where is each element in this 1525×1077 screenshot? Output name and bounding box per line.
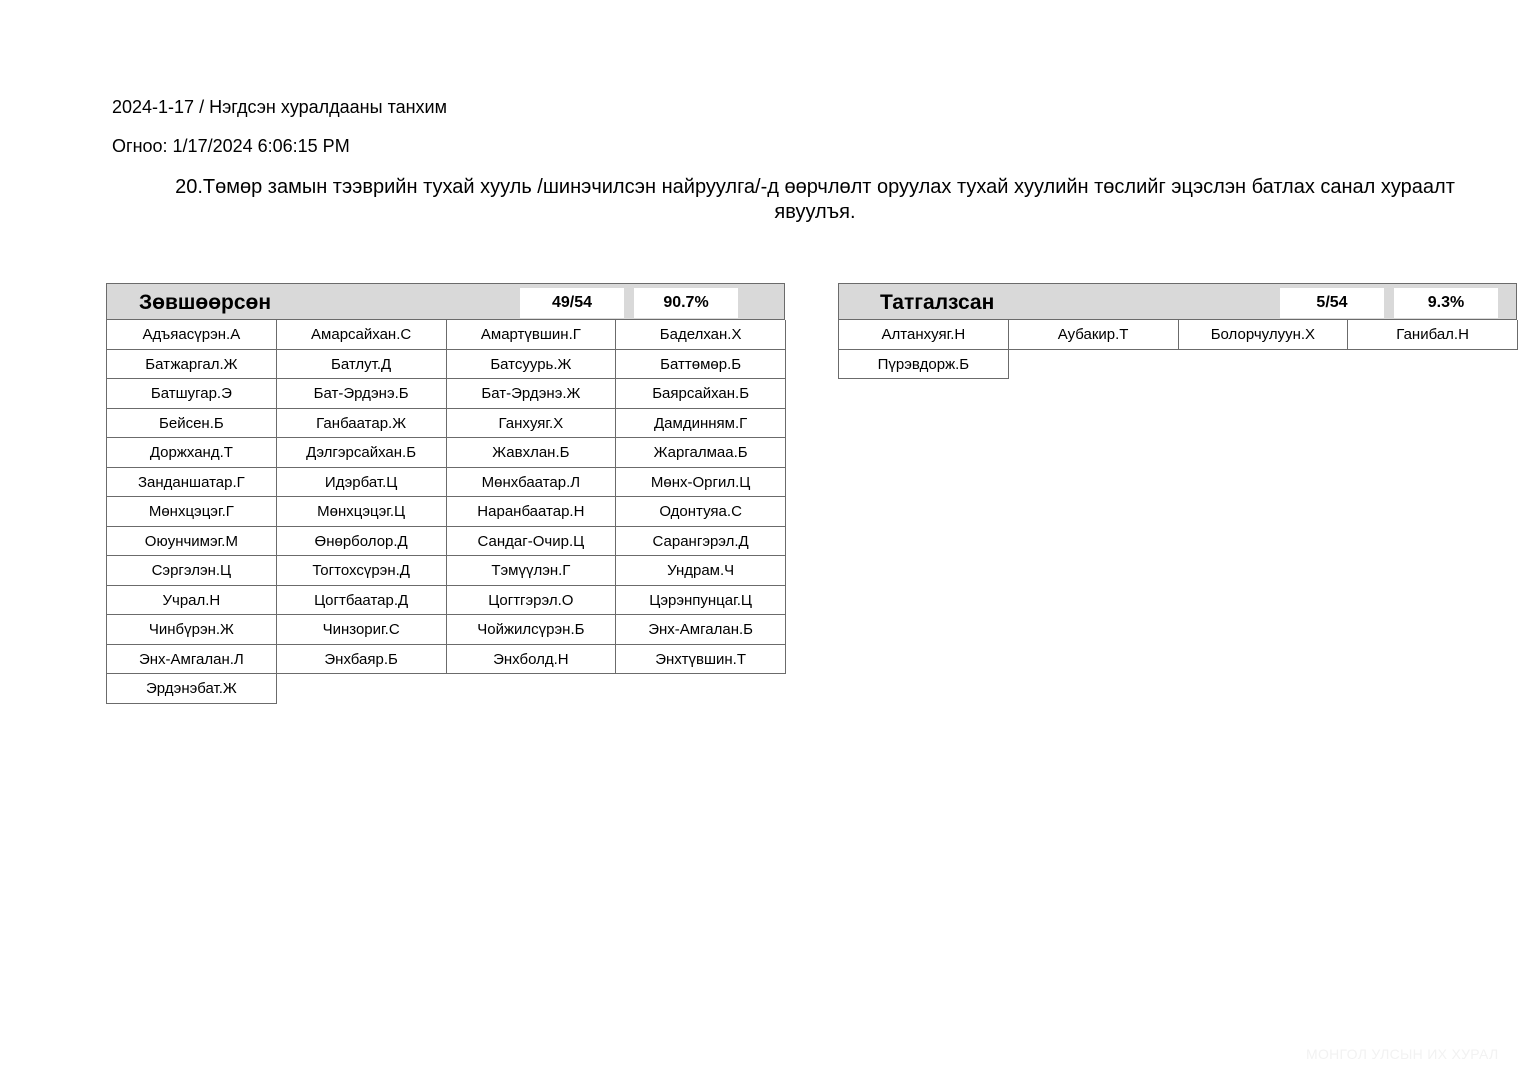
approved-name-cell: Мөнхбаатар.Л xyxy=(447,468,617,498)
approved-name-cell: Цогтгэрэл.О xyxy=(447,586,617,616)
approved-name-cell: Чинбүрэн.Ж xyxy=(107,615,277,645)
approved-name-cell: Одонтуяа.С xyxy=(616,497,786,527)
approved-name-cell: Оюунчимэг.М xyxy=(107,527,277,557)
approved-name-cell: Баделхан.Х xyxy=(616,320,786,350)
rejected-name-cell: Болорчулуун.Х xyxy=(1179,320,1349,350)
approved-names-table xyxy=(106,320,785,704)
approved-name-cell: Өнөрболор.Д xyxy=(277,527,447,557)
rejected-names-table xyxy=(838,320,1517,379)
approved-name-cell: Мөнх-Оргил.Ц xyxy=(616,468,786,498)
approved-name-cell: Энх-Амгалан.Б xyxy=(616,615,786,645)
approved-name-cell: Учрал.Н xyxy=(107,586,277,616)
approved-name-cell: Мөнхцэцэг.Г xyxy=(107,497,277,527)
rejected-name-cell: Алтанхуяг.Н xyxy=(839,320,1009,350)
approved-name-cell: Ганбаатар.Ж xyxy=(277,409,447,439)
rejected-header xyxy=(838,283,1517,320)
approved-name-cell: Амартүвшин.Г xyxy=(447,320,617,350)
approved-name-cell: Батжаргал.Ж xyxy=(107,350,277,380)
approved-name-cell: Цогтбаатар.Д xyxy=(277,586,447,616)
approved-name-cell: Чойжилсүрэн.Б xyxy=(447,615,617,645)
approved-name-cell: Баттөмөр.Б xyxy=(616,350,786,380)
approved-name-cell: Бат-Эрдэнэ.Ж xyxy=(447,379,617,409)
approved-name-cell: Энхболд.Н xyxy=(447,645,617,675)
approved-name-cell: Ундрам.Ч xyxy=(616,556,786,586)
rejected-percent: 9.3% xyxy=(1394,288,1498,318)
approved-count: 49/54 xyxy=(520,288,624,318)
approved-name-cell: Сэргэлэн.Ц xyxy=(107,556,277,586)
rejected-votes-panel xyxy=(838,283,1517,379)
approved-name-cell: Тогтохсүрэн.Д xyxy=(277,556,447,586)
rejected-count: 5/54 xyxy=(1280,288,1384,318)
session-date xyxy=(112,136,350,157)
approved-name-cell: Адъяасүрэн.А xyxy=(107,320,277,350)
rejected-title: Татгалзсан xyxy=(880,291,995,314)
approved-votes-panel xyxy=(106,283,785,704)
approved-name-cell: Сарангэрэл.Д xyxy=(616,527,786,557)
approved-name-cell: Дамдинням.Г xyxy=(616,409,786,439)
approved-name-cell: Ганхуяг.Х xyxy=(447,409,617,439)
watermark: МОНГОЛ УЛСЫН ИХ ХУРАЛ xyxy=(1306,1046,1499,1062)
rejected-name-cell: Ганибал.Н xyxy=(1348,320,1518,350)
approved-name-cell: Жавхлан.Б xyxy=(447,438,617,468)
approved-name-cell: Бейсен.Б xyxy=(107,409,277,439)
approved-name-cell: Мөнхцэцэг.Ц xyxy=(277,497,447,527)
approved-name-cell: Занданшатар.Г xyxy=(107,468,277,498)
approved-name-cell: Сандаг-Очир.Ц xyxy=(447,527,617,557)
session-title: 2024-1-17 / Нэгдсэн хуралдааны танхим xyxy=(112,97,447,117)
date-label: Огноо: xyxy=(112,136,168,156)
approved-name-cell: Жаргалмаа.Б xyxy=(616,438,786,468)
approved-name-cell: Бат-Эрдэнэ.Б xyxy=(277,379,447,409)
approved-name-cell: Энхбаяр.Б xyxy=(277,645,447,675)
approved-name-cell: Энх-Амгалан.Л xyxy=(107,645,277,675)
approved-percent: 90.7% xyxy=(634,288,738,318)
approved-name-cell: Чинзориг.С xyxy=(277,615,447,645)
approved-name-cell: Батлут.Д xyxy=(277,350,447,380)
approved-name-cell: Тэмүүлэн.Г xyxy=(447,556,617,586)
approved-name-cell: Дэлгэрсайхан.Б xyxy=(277,438,447,468)
approved-name-cell: Батсуурь.Ж xyxy=(447,350,617,380)
motion-title: 20.Төмөр замын тээврийн тухай хууль /шинэчилсэн найруулга/-д өөрчлөлт оруулах тухай хуулийн төслийг эцэслэн батлах санал хураалт явуулъя. xyxy=(175,176,1455,223)
approved-name-cell: Баярсайхан.Б xyxy=(616,379,786,409)
approved-name-cell: Цэрэнпунцаг.Ц xyxy=(616,586,786,616)
date-value: 1/17/2024 6:06:15 PM xyxy=(172,136,350,156)
approved-name-cell: Энхтүвшин.Т xyxy=(616,645,786,675)
rejected-name-cell: Пүрэвдорж.Б xyxy=(839,350,1009,380)
approved-name-cell: Идэрбат.Ц xyxy=(277,468,447,498)
approved-name-cell: Доржханд.Т xyxy=(107,438,277,468)
approved-name-cell: Амарсайхан.С xyxy=(277,320,447,350)
approved-name-cell: Батшугар.Э xyxy=(107,379,277,409)
approved-title: Зөвшөөрсөн xyxy=(139,291,272,314)
approved-name-cell: Эрдэнэбат.Ж xyxy=(107,674,277,704)
approved-name-cell: Наранбаатар.Н xyxy=(447,497,617,527)
approved-header xyxy=(106,283,785,320)
rejected-name-cell: Аубакир.Т xyxy=(1009,320,1179,350)
